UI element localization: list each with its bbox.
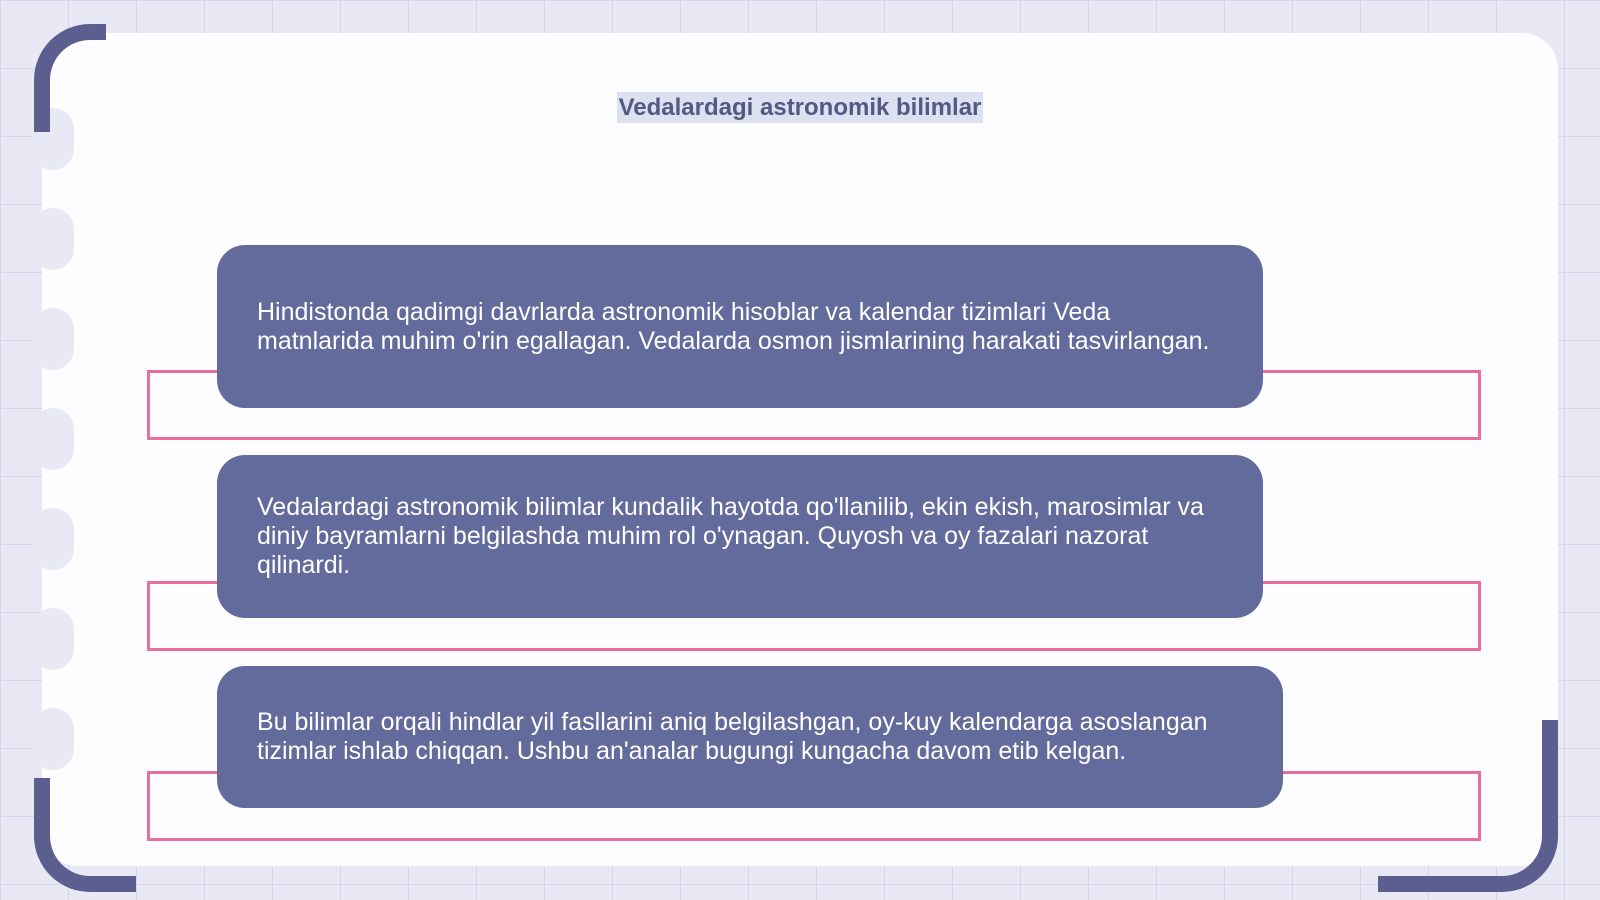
binder-notch — [32, 308, 74, 370]
text-card-3 — [217, 666, 1283, 808]
text-card-1-text: Hindistonda qadimgi davrlarda astronomik hisoblar va kalendar tizimlari Veda matnlarida muhim o'rin egallagan. Vedalarda osmon jismlarining harakati tasvirlangan. — [257, 297, 1210, 355]
text-card-2-text: Vedalardagi astronomik bilimlar kundalik hayotda qo'llanilib, ekin ekish, marosimlar va diniy bayramlarni belgilashda muhim rol o'ynagan. Quyosh va oy fazalari nazorat qilinardi. — [257, 493, 1204, 579]
corner-bracket-bottom-left — [34, 778, 136, 892]
text-card-1 — [217, 245, 1263, 408]
slide-title — [0, 94, 1600, 122]
binder-notch — [32, 508, 74, 570]
text-card-3-text: Bu bilimlar orqali hindlar yil fasllarini aniq belgilashgan, oy-kuy kalendarga asoslangan tizimlar ishlab chiqqan. Ushbu an'analar bugungi kungacha davom etib kelgan. — [257, 708, 1208, 765]
binder-notch — [32, 708, 74, 770]
slide-title-text: Vedalardagi astronomik bilimlar — [618, 94, 982, 121]
binder-notch — [32, 408, 74, 470]
binder-notch — [32, 208, 74, 270]
binder-notch — [32, 608, 74, 670]
text-card-2 — [217, 455, 1263, 618]
